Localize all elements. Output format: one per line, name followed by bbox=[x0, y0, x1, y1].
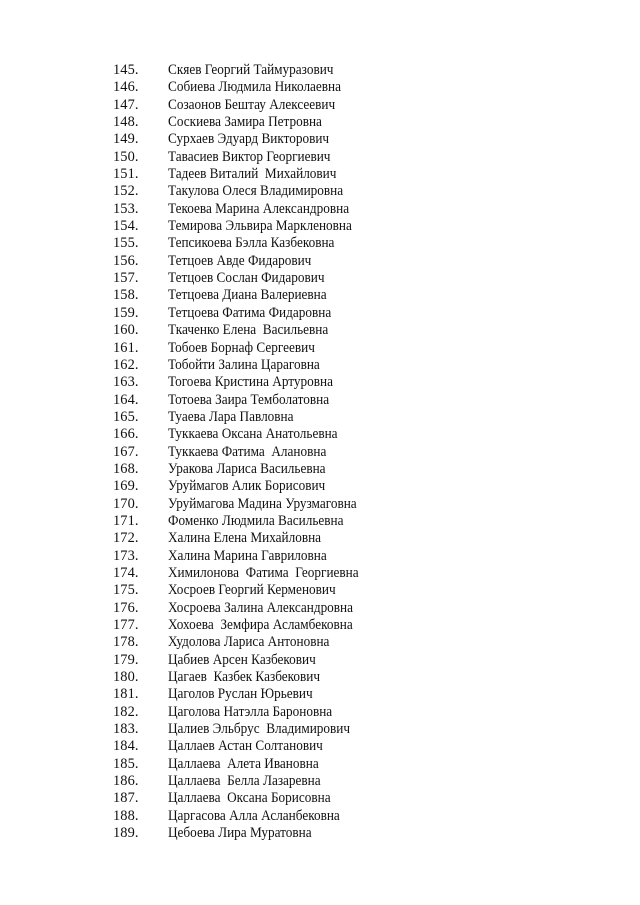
entry-number: 148. bbox=[113, 114, 139, 131]
list-item bbox=[113, 461, 375, 478]
list-item bbox=[113, 634, 375, 651]
entry-name: Тетцоев Авде Фидарович bbox=[168, 252, 312, 269]
entry-name: Цаллаева Белла Лазаревна bbox=[168, 773, 321, 790]
list-item bbox=[113, 201, 375, 218]
list-item bbox=[113, 322, 375, 339]
entry-number: 180. bbox=[113, 669, 139, 686]
entry-number: 173. bbox=[113, 547, 139, 564]
entry-number: 185. bbox=[113, 755, 139, 772]
list-item bbox=[113, 686, 375, 703]
entry-name: Темирова Эльвира Маркленовна bbox=[168, 218, 352, 235]
list-item bbox=[113, 374, 375, 391]
list-item bbox=[113, 652, 375, 669]
entry-name: Цаголова Натэлла Бароновна bbox=[168, 703, 333, 720]
list-item bbox=[113, 131, 375, 148]
entry-name: Цагаев Казбек Казбекович bbox=[168, 669, 321, 686]
list-item bbox=[113, 62, 375, 79]
entry-name: Текоева Марина Александровна bbox=[168, 200, 350, 217]
list-item bbox=[113, 617, 375, 634]
entry-number: 160. bbox=[113, 322, 139, 339]
list-item bbox=[113, 444, 375, 461]
entry-name: Халина Елена Михайловна bbox=[168, 530, 322, 547]
list-item bbox=[113, 790, 375, 807]
list-item bbox=[113, 600, 375, 617]
list-item bbox=[113, 149, 375, 166]
entry-name: Скяев Георгий Таймуразович bbox=[168, 62, 334, 78]
entry-name: Царгасова Алла Асланбековна bbox=[168, 807, 340, 824]
entry-name: Уруймагова Мадина Урузмаговна bbox=[168, 495, 357, 512]
entry-name: Цаллаева Алета Ивановна bbox=[168, 755, 319, 772]
list-item bbox=[113, 773, 375, 790]
entry-number: 152. bbox=[113, 183, 139, 200]
list-item bbox=[113, 305, 375, 322]
list-item bbox=[113, 808, 375, 825]
list-item bbox=[113, 565, 375, 582]
entry-number: 149. bbox=[113, 131, 139, 148]
list-item bbox=[113, 409, 375, 426]
list-item bbox=[113, 496, 375, 513]
entry-name: Цаллаев Астан Солтанович bbox=[168, 738, 323, 755]
entry-name: Халина Марина Гавриловна bbox=[168, 547, 327, 564]
list-item bbox=[113, 218, 375, 235]
entry-number: 159. bbox=[113, 304, 139, 321]
entry-name: Тетцоева Диана Валериевна bbox=[168, 287, 327, 304]
list-item bbox=[113, 235, 375, 252]
entry-name: Туккаева Оксана Анатольевна bbox=[168, 426, 338, 443]
entry-number: 175. bbox=[113, 582, 139, 599]
list-item bbox=[113, 704, 375, 721]
list-item bbox=[113, 582, 375, 599]
entry-number: 155. bbox=[113, 235, 139, 252]
list-item bbox=[113, 530, 375, 547]
list-item bbox=[113, 478, 375, 495]
entry-name: Тавасиев Виктор Георгиевич bbox=[168, 148, 331, 165]
list-item bbox=[113, 340, 375, 357]
entry-name: Туккаева Фатима Алановна bbox=[168, 443, 327, 460]
entry-name: Тетцоева Фатима Фидаровна bbox=[168, 304, 332, 321]
entry-number: 158. bbox=[113, 287, 139, 304]
entry-name: Соскиева Замира Петровна bbox=[168, 114, 322, 131]
entry-name: Цаллаева Оксана Борисовна bbox=[168, 790, 331, 807]
entry-number: 174. bbox=[113, 564, 139, 581]
list-item bbox=[113, 513, 375, 530]
entry-number: 150. bbox=[113, 148, 139, 165]
entry-name: Тогоева Кристина Артуровна bbox=[168, 374, 333, 391]
list-item bbox=[113, 738, 375, 755]
entry-name: Фоменко Людмила Васильевна bbox=[168, 512, 344, 529]
list-item bbox=[113, 392, 375, 409]
entry-number: 177. bbox=[113, 617, 139, 633]
list-item bbox=[113, 357, 375, 374]
list-item bbox=[113, 756, 375, 773]
name-list bbox=[113, 62, 375, 842]
list-item bbox=[113, 721, 375, 738]
entry-name: Тетцоев Сослан Фидарович bbox=[168, 270, 325, 287]
entry-name: Хосроева Залина Александровна bbox=[168, 599, 354, 616]
list-item bbox=[113, 253, 375, 270]
list-item bbox=[113, 114, 375, 131]
list-item bbox=[113, 270, 375, 287]
entry-name: Тадеев Виталий Михайлович bbox=[168, 166, 337, 183]
entry-name: Сурхаев Эдуард Викторович bbox=[168, 131, 330, 148]
entry-number: 178. bbox=[113, 634, 139, 651]
entry-number: 162. bbox=[113, 356, 139, 373]
entry-name: Цаголов Руслан Юрьевич bbox=[168, 686, 313, 703]
list-item bbox=[113, 166, 375, 183]
entry-number: 151. bbox=[113, 166, 139, 183]
list-item bbox=[113, 426, 375, 443]
entry-number: 169. bbox=[113, 478, 139, 495]
entry-name: Такулова Олеся Владимировна bbox=[168, 183, 344, 200]
list-item bbox=[113, 97, 375, 114]
entry-number: 163. bbox=[113, 374, 139, 391]
entry-number: 156. bbox=[113, 252, 139, 269]
entry-number: 188. bbox=[113, 807, 139, 824]
entry-number: 147. bbox=[113, 96, 139, 113]
entry-number: 182. bbox=[113, 703, 139, 720]
entry-name: Ткаченко Елена Васильевна bbox=[168, 322, 329, 339]
entry-name: Хосроев Георгий Керменович bbox=[168, 582, 336, 599]
entry-name: Тобойти Залина Цараговна bbox=[168, 356, 320, 373]
entry-name: Химилонова Фатима Георгиевна bbox=[168, 564, 359, 581]
entry-number: 187. bbox=[113, 790, 139, 807]
entry-number: 146. bbox=[113, 79, 139, 96]
entry-name: Хохоева Земфира Асламбековна bbox=[168, 617, 353, 633]
entry-name: Созаонов Бештау Алексеевич bbox=[168, 96, 336, 113]
entry-number: 183. bbox=[113, 721, 139, 738]
entry-name: Туаева Лара Павловна bbox=[168, 408, 294, 425]
entry-name: Тобоев Борнаф Сергеевич bbox=[168, 339, 315, 356]
entry-number: 167. bbox=[113, 443, 139, 460]
entry-number: 176. bbox=[113, 599, 139, 616]
entry-number: 153. bbox=[113, 200, 139, 217]
list-item bbox=[113, 669, 375, 686]
entry-number: 170. bbox=[113, 495, 139, 512]
list-item bbox=[113, 183, 375, 200]
entry-number: 172. bbox=[113, 530, 139, 547]
entry-name: Цалиев Эльбрус Владимирович bbox=[168, 721, 351, 738]
entry-number: 181. bbox=[113, 686, 139, 703]
entry-number: 186. bbox=[113, 773, 139, 790]
list-item bbox=[113, 79, 375, 96]
list-item bbox=[113, 548, 375, 565]
entry-number: 171. bbox=[113, 512, 139, 529]
entry-number: 166. bbox=[113, 426, 139, 443]
entry-number: 165. bbox=[113, 408, 139, 425]
entry-number: 179. bbox=[113, 651, 139, 668]
entry-number: 189. bbox=[113, 825, 139, 842]
entry-number: 157. bbox=[113, 270, 139, 287]
entry-name: Тотоева Заира Темболатовна bbox=[168, 391, 330, 408]
entry-name: Худолова Лариса Антоновна bbox=[168, 634, 330, 651]
entry-number: 145. bbox=[113, 62, 139, 78]
list-item bbox=[113, 287, 375, 304]
entry-name: Уруймагов Алик Борисович bbox=[168, 478, 326, 495]
entry-number: 164. bbox=[113, 391, 139, 408]
entry-number: 168. bbox=[113, 460, 139, 477]
entry-name: Уракова Лариса Васильевна bbox=[168, 460, 326, 477]
entry-number: 161. bbox=[113, 339, 139, 356]
entry-number: 154. bbox=[113, 218, 139, 235]
entry-name: Цабиев Арсен Казбекович bbox=[168, 651, 316, 668]
entry-name: Цебоева Лира Муратовна bbox=[168, 825, 312, 842]
entry-number: 184. bbox=[113, 738, 139, 755]
entry-name: Собиева Людмила Николаевна bbox=[168, 79, 342, 96]
entry-name: Тепсикоева Бэлла Казбековна bbox=[168, 235, 335, 252]
list-item bbox=[113, 825, 375, 842]
